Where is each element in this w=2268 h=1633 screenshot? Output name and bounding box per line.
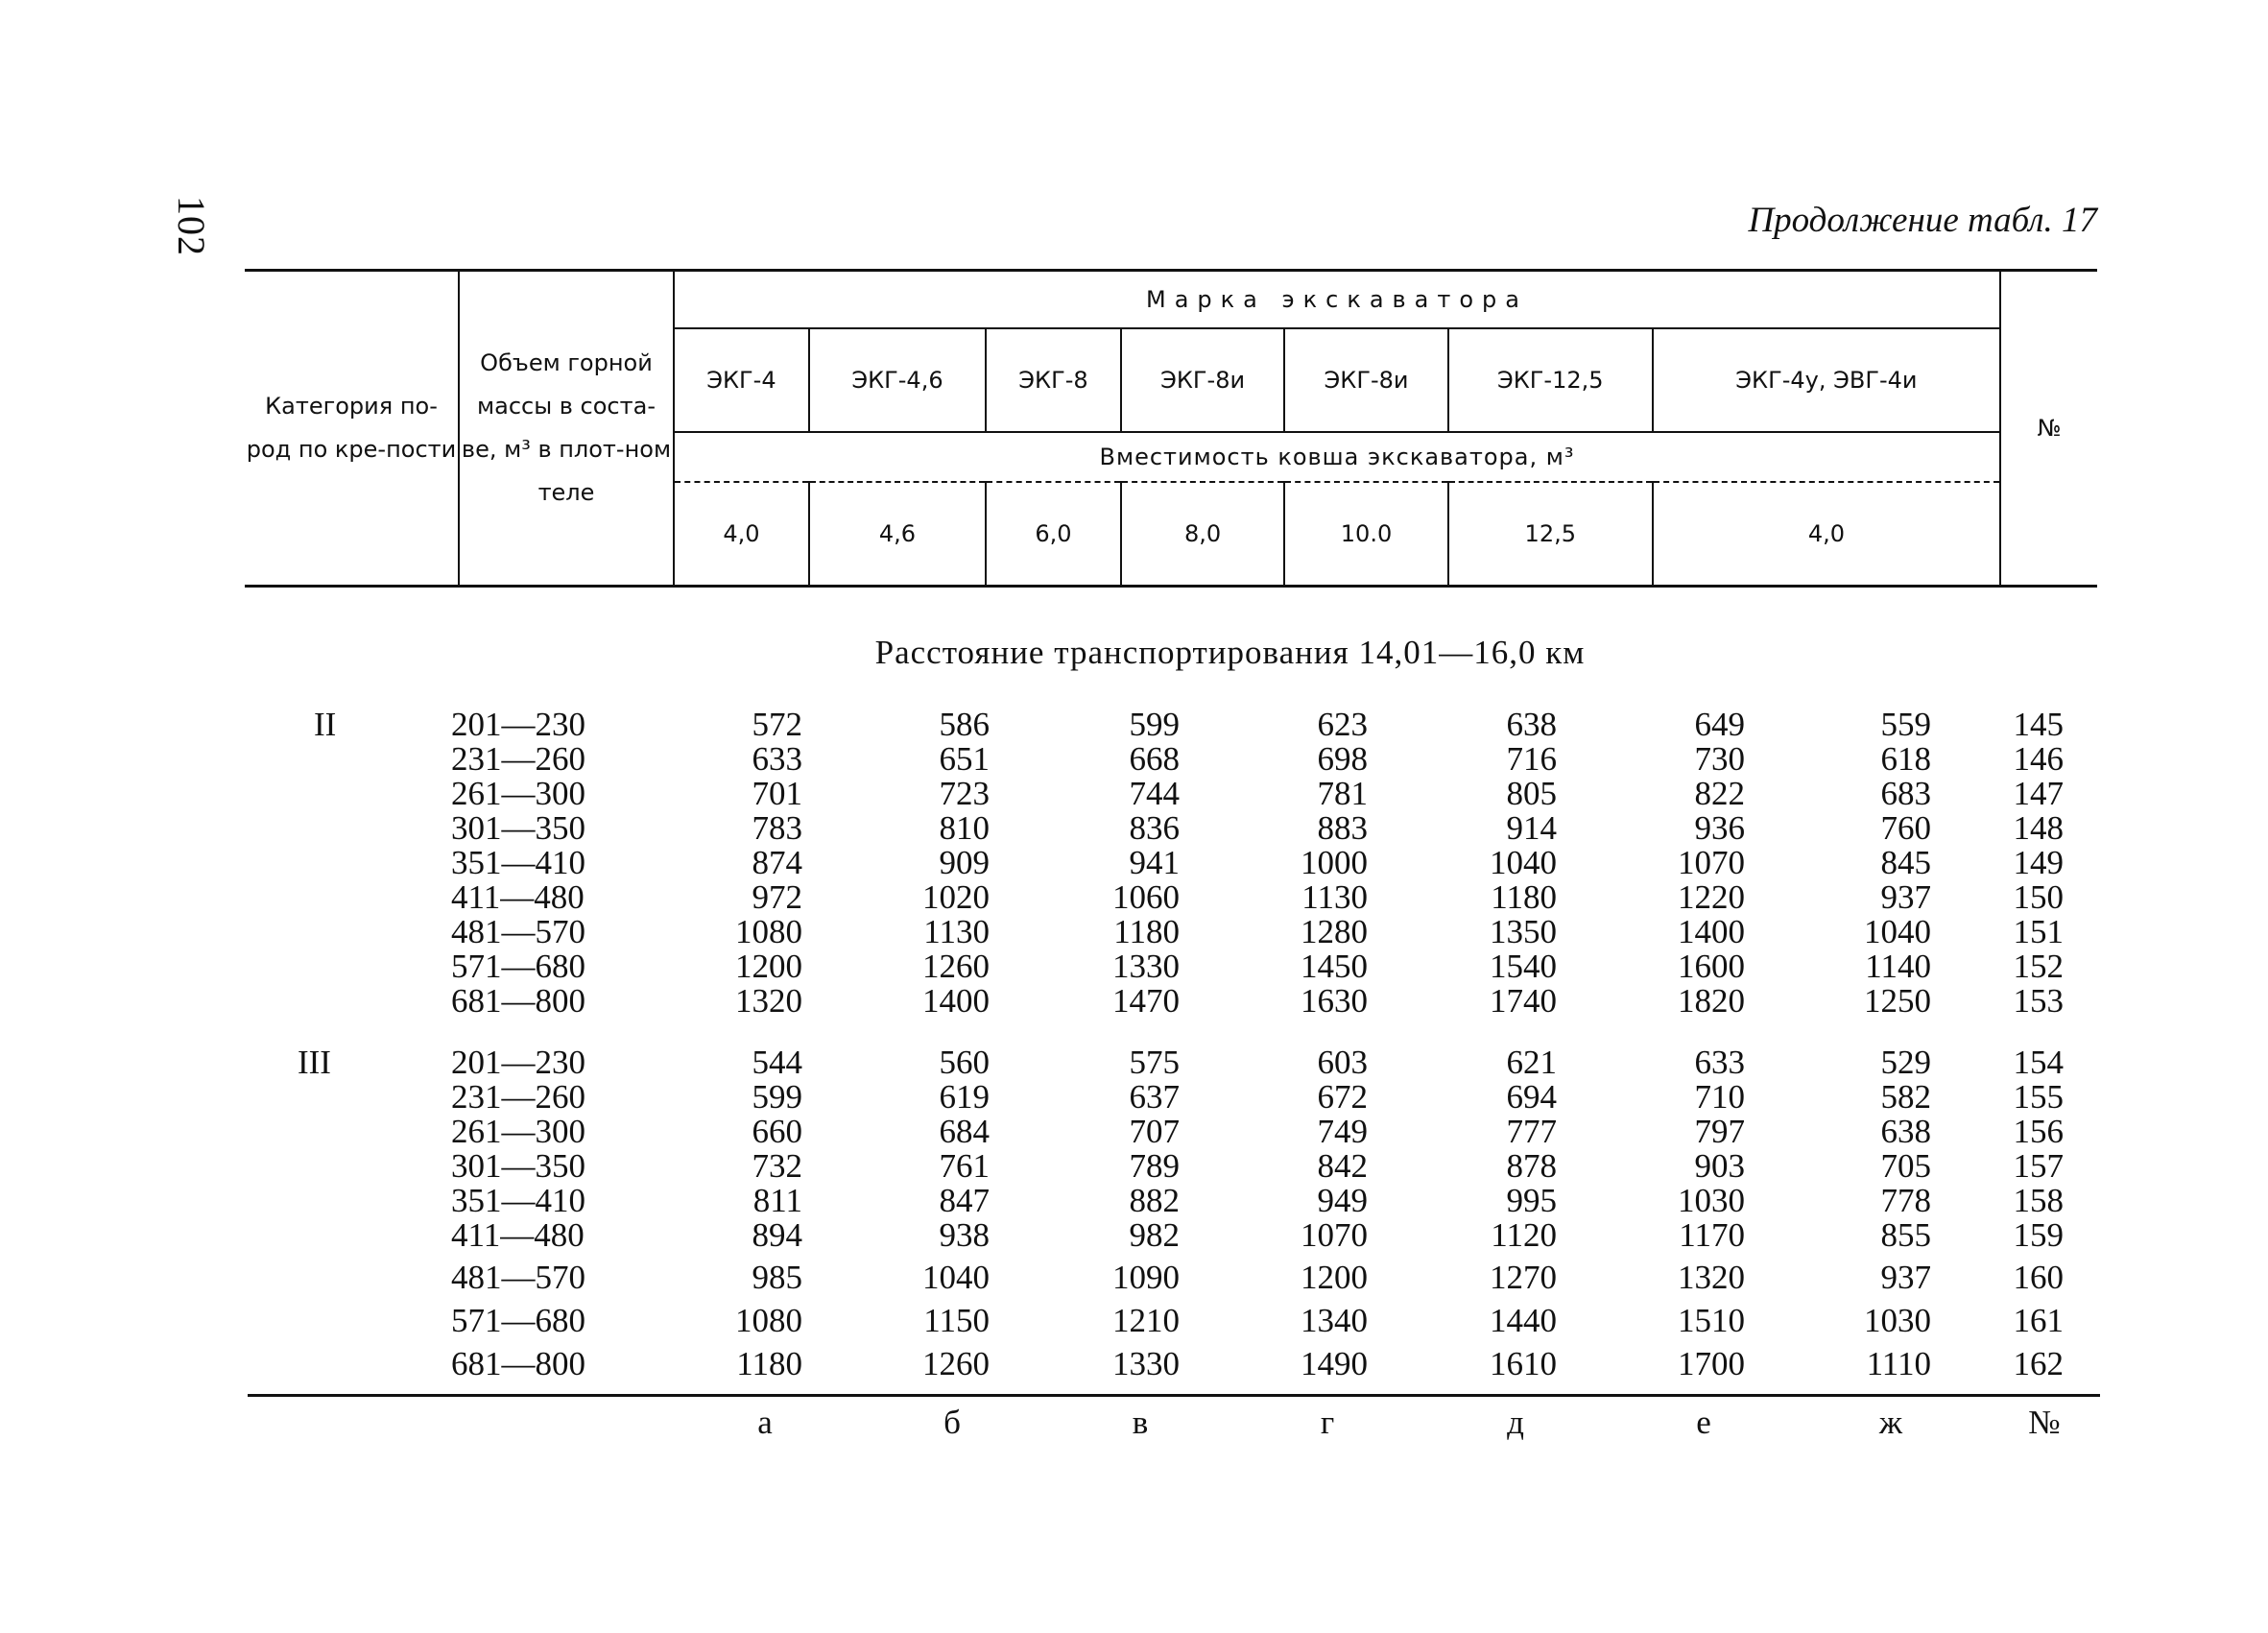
value-cell: 672 xyxy=(1317,1078,1368,1116)
table-header xyxy=(245,269,2097,588)
value-cell: 637 xyxy=(1129,1078,1180,1116)
value-cell: 544 xyxy=(752,1044,802,1081)
value-cell: 1170 xyxy=(1679,1216,1745,1254)
value-cell: 1270 xyxy=(1490,1259,1557,1296)
value-cell: 847 xyxy=(939,1182,990,1219)
brand-header: ЭКГ-4у, ЭВГ-4и xyxy=(1653,328,2000,432)
category-cell: II xyxy=(314,706,337,743)
value-cell: 1320 xyxy=(1678,1259,1745,1296)
value-cell: 683 xyxy=(1880,775,1931,812)
volume-cell: 301—350 xyxy=(451,1147,585,1185)
value-cell: 638 xyxy=(1506,706,1557,743)
bucket-capacity: 8,0 xyxy=(1121,482,1284,587)
bottom-rule xyxy=(248,1394,2100,1397)
value-cell: 1070 xyxy=(1678,844,1745,881)
value-cell: 1470 xyxy=(1112,982,1180,1020)
volume-cell: 261—300 xyxy=(451,1113,585,1150)
table-row xyxy=(0,844,2268,881)
table-row xyxy=(0,1044,2268,1081)
volume-cell: 261—300 xyxy=(451,775,585,812)
bucket-capacity: 6,0 xyxy=(986,482,1121,587)
value-cell: 783 xyxy=(752,809,802,847)
volume-cell: 201—230 xyxy=(451,706,585,743)
brand-header: ЭКГ-8и xyxy=(1121,328,1284,432)
value-cell: 822 xyxy=(1694,775,1745,812)
column-letters-row xyxy=(0,1404,2268,1452)
value-cell: 836 xyxy=(1129,809,1180,847)
value-cell: 705 xyxy=(1880,1147,1931,1185)
volume-cell: 351—410 xyxy=(451,1182,585,1219)
brand-title: Марка экскаватора xyxy=(674,271,2000,329)
value-cell: 529 xyxy=(1880,1044,1931,1081)
value-cell: 937 xyxy=(1880,1259,1931,1296)
value-cell: 845 xyxy=(1880,844,1931,881)
value-cell: 1140 xyxy=(1865,948,1931,985)
volume-cell: 681—800 xyxy=(451,982,585,1020)
value-cell: 1150 xyxy=(923,1302,990,1339)
value-cell: 810 xyxy=(939,809,990,847)
table-row xyxy=(0,1182,2268,1219)
table-row xyxy=(0,706,2268,743)
column-letter: № xyxy=(2028,1404,2061,1441)
column-letter: а xyxy=(757,1404,773,1441)
value-cell: 1200 xyxy=(735,948,802,985)
value-cell: 1820 xyxy=(1678,982,1745,1020)
value-cell: 1040 xyxy=(1490,844,1557,881)
value-cell: 1700 xyxy=(1678,1345,1745,1382)
category-cell: III xyxy=(298,1044,331,1081)
bucket-capacity: 4,0 xyxy=(1653,482,2000,587)
value-cell: 1090 xyxy=(1112,1259,1180,1296)
row-number: 145 xyxy=(2013,706,2064,743)
value-cell: 1070 xyxy=(1301,1216,1368,1254)
table-row xyxy=(0,948,2268,985)
value-cell: 1080 xyxy=(735,913,802,950)
value-cell: 1220 xyxy=(1678,878,1745,916)
row-number: 150 xyxy=(2013,878,2064,916)
value-cell: 586 xyxy=(939,706,990,743)
value-cell: 1110 xyxy=(1866,1345,1931,1382)
value-cell: 684 xyxy=(939,1113,990,1150)
value-cell: 985 xyxy=(752,1259,802,1296)
value-cell: 730 xyxy=(1694,740,1745,778)
value-cell: 914 xyxy=(1506,809,1557,847)
row-number: 153 xyxy=(2013,982,2064,1020)
row-number: 147 xyxy=(2013,775,2064,812)
value-cell: 937 xyxy=(1880,878,1931,916)
brand-header: ЭКГ-8 xyxy=(986,328,1121,432)
column-letter: в xyxy=(1132,1404,1149,1441)
volume-cell: 481—570 xyxy=(451,913,585,950)
value-cell: 694 xyxy=(1506,1078,1557,1116)
value-cell: 633 xyxy=(1694,1044,1745,1081)
number-header: № xyxy=(2000,271,2097,587)
value-cell: 623 xyxy=(1317,706,1368,743)
continuation-label: Продолжение табл. 17 xyxy=(1748,201,2097,240)
volume-cell: 571—680 xyxy=(451,1302,585,1339)
value-cell: 1260 xyxy=(922,948,990,985)
value-cell: 1740 xyxy=(1490,982,1557,1020)
table-row xyxy=(0,878,2268,916)
table-row xyxy=(0,982,2268,1020)
value-cell: 638 xyxy=(1880,1113,1931,1150)
row-number: 160 xyxy=(2013,1259,2064,1296)
row-number: 162 xyxy=(2013,1345,2064,1382)
value-cell: 1280 xyxy=(1301,913,1368,950)
value-cell: 660 xyxy=(752,1113,802,1150)
value-cell: 651 xyxy=(939,740,990,778)
table-row xyxy=(0,1259,2268,1302)
value-cell: 1180 xyxy=(1491,878,1557,916)
volume-cell: 481—570 xyxy=(451,1259,585,1296)
value-cell: 1080 xyxy=(735,1302,802,1339)
value-cell: 582 xyxy=(1880,1078,1931,1116)
value-cell: 1610 xyxy=(1490,1345,1557,1382)
value-cell: 1340 xyxy=(1301,1302,1368,1339)
value-cell: 1000 xyxy=(1301,844,1368,881)
row-number: 156 xyxy=(2013,1113,2064,1150)
value-cell: 698 xyxy=(1317,740,1368,778)
value-cell: 949 xyxy=(1317,1182,1368,1219)
value-cell: 668 xyxy=(1129,740,1180,778)
value-cell: 811 xyxy=(752,1182,802,1219)
value-cell: 1330 xyxy=(1112,948,1180,985)
value-cell: 855 xyxy=(1880,1216,1931,1254)
value-cell: 995 xyxy=(1506,1182,1557,1219)
value-cell: 1260 xyxy=(922,1345,990,1382)
value-cell: 603 xyxy=(1317,1044,1368,1081)
value-cell: 882 xyxy=(1129,1182,1180,1219)
value-cell: 1490 xyxy=(1301,1345,1368,1382)
value-cell: 649 xyxy=(1694,706,1745,743)
table-row xyxy=(0,1113,2268,1150)
volume-cell: 201—230 xyxy=(451,1044,585,1081)
value-cell: 1180 xyxy=(1113,913,1180,950)
table-row xyxy=(0,1147,2268,1185)
value-cell: 909 xyxy=(939,844,990,881)
value-cell: 903 xyxy=(1694,1147,1745,1185)
value-cell: 749 xyxy=(1317,1113,1368,1150)
bucket-capacity: 4,0 xyxy=(674,482,809,587)
value-cell: 797 xyxy=(1694,1113,1745,1150)
row-number: 146 xyxy=(2013,740,2064,778)
value-cell: 619 xyxy=(939,1078,990,1116)
value-cell: 1320 xyxy=(735,982,802,1020)
value-cell: 972 xyxy=(752,878,802,916)
row-number: 155 xyxy=(2013,1078,2064,1116)
volume-cell: 681—800 xyxy=(451,1345,585,1382)
bucket-capacity: 12,5 xyxy=(1448,482,1653,587)
value-cell: 1510 xyxy=(1678,1302,1745,1339)
value-cell: 572 xyxy=(752,706,802,743)
table-row xyxy=(0,1216,2268,1254)
row-number: 157 xyxy=(2013,1147,2064,1185)
value-cell: 941 xyxy=(1129,844,1180,881)
value-cell: 1630 xyxy=(1301,982,1368,1020)
column-letter: ж xyxy=(1878,1404,1903,1441)
value-cell: 618 xyxy=(1880,740,1931,778)
value-cell: 1180 xyxy=(736,1345,802,1382)
value-cell: 732 xyxy=(752,1147,802,1185)
value-cell: 1040 xyxy=(922,1259,990,1296)
value-cell: 1040 xyxy=(1864,913,1931,950)
value-cell: 1030 xyxy=(1864,1302,1931,1339)
value-cell: 575 xyxy=(1129,1044,1180,1081)
value-cell: 982 xyxy=(1129,1216,1180,1254)
value-cell: 1450 xyxy=(1301,948,1368,985)
row-number: 154 xyxy=(2013,1044,2064,1081)
table-row xyxy=(0,809,2268,847)
brand-header: ЭКГ-4 xyxy=(674,328,809,432)
bucket-capacity: 4,6 xyxy=(809,482,986,587)
row-number: 149 xyxy=(2013,844,2064,881)
value-cell: 1060 xyxy=(1112,878,1180,916)
value-cell: 716 xyxy=(1506,740,1557,778)
volume-cell: 571—680 xyxy=(451,948,585,985)
value-cell: 707 xyxy=(1129,1113,1180,1150)
volume-cell: 411—480 xyxy=(451,878,585,916)
value-cell: 1120 xyxy=(1491,1216,1557,1254)
value-cell: 781 xyxy=(1317,775,1368,812)
group-ii xyxy=(0,706,2268,1020)
row-number: 152 xyxy=(2013,948,2064,985)
value-cell: 842 xyxy=(1317,1147,1368,1185)
value-cell: 723 xyxy=(939,775,990,812)
column-letter: д xyxy=(1507,1404,1524,1441)
value-cell: 1130 xyxy=(1301,878,1368,916)
section-title: Расстояние транспортирования 14,01—16,0 км xyxy=(874,634,1586,671)
value-cell: 1440 xyxy=(1490,1302,1557,1339)
row-number: 151 xyxy=(2013,913,2064,950)
value-cell: 744 xyxy=(1129,775,1180,812)
value-cell: 1130 xyxy=(923,913,990,950)
table-row xyxy=(0,1345,2268,1388)
table-row xyxy=(0,913,2268,948)
volume-cell: 351—410 xyxy=(451,844,585,881)
table-row xyxy=(0,1078,2268,1116)
value-cell: 701 xyxy=(752,775,802,812)
value-cell: 938 xyxy=(939,1216,990,1254)
category-header: Категория по-род по кре-пости xyxy=(246,393,457,463)
value-cell: 936 xyxy=(1694,809,1745,847)
value-cell: 710 xyxy=(1694,1078,1745,1116)
value-cell: 1200 xyxy=(1301,1259,1368,1296)
value-cell: 1250 xyxy=(1864,982,1931,1020)
value-cell: 1020 xyxy=(922,878,990,916)
column-letter: б xyxy=(943,1404,961,1441)
value-cell: 560 xyxy=(939,1044,990,1081)
volume-cell: 231—260 xyxy=(451,1078,585,1116)
value-cell: 778 xyxy=(1880,1182,1931,1219)
row-number: 159 xyxy=(2013,1216,2064,1254)
value-cell: 777 xyxy=(1506,1113,1557,1150)
value-cell: 1400 xyxy=(922,982,990,1020)
value-cell: 1330 xyxy=(1112,1345,1180,1382)
value-cell: 1600 xyxy=(1678,948,1745,985)
group-iii xyxy=(0,1044,2268,1388)
row-number: 148 xyxy=(2013,809,2064,847)
value-cell: 894 xyxy=(752,1216,802,1254)
row-number: 158 xyxy=(2013,1182,2064,1219)
value-cell: 1350 xyxy=(1490,913,1557,950)
value-cell: 760 xyxy=(1880,809,1931,847)
value-cell: 633 xyxy=(752,740,802,778)
bucket-title: Вместимость ковша экскаватора, м³ xyxy=(674,432,2000,482)
value-cell: 599 xyxy=(752,1078,802,1116)
value-cell: 883 xyxy=(1317,809,1368,847)
value-cell: 621 xyxy=(1506,1044,1557,1081)
table-row xyxy=(0,740,2268,778)
table-row xyxy=(0,1302,2268,1345)
volume-cell: 231—260 xyxy=(451,740,585,778)
brand-header: ЭКГ-12,5 xyxy=(1448,328,1653,432)
value-cell: 1030 xyxy=(1678,1182,1745,1219)
page-number: 102 xyxy=(170,196,213,256)
value-cell: 1540 xyxy=(1490,948,1557,985)
brand-header: ЭКГ-4,6 xyxy=(809,328,986,432)
value-cell: 805 xyxy=(1506,775,1557,812)
value-cell: 1210 xyxy=(1112,1302,1180,1339)
volume-cell: 411—480 xyxy=(451,1216,585,1254)
volume-cell: 301—350 xyxy=(451,809,585,847)
value-cell: 878 xyxy=(1506,1147,1557,1185)
value-cell: 559 xyxy=(1880,706,1931,743)
value-cell: 789 xyxy=(1129,1147,1180,1185)
row-number: 161 xyxy=(2013,1302,2064,1339)
table-row xyxy=(0,775,2268,812)
value-cell: 599 xyxy=(1129,706,1180,743)
brand-header: ЭКГ-8и xyxy=(1284,328,1447,432)
value-cell: 761 xyxy=(939,1147,990,1185)
column-letter: г xyxy=(1320,1404,1335,1441)
bucket-capacity: 10.0 xyxy=(1284,482,1447,587)
column-letter: е xyxy=(1696,1404,1711,1441)
volume-header: Объем горной массы в соста-ве, м³ в плот-ном теле xyxy=(459,271,674,587)
value-cell: 874 xyxy=(752,844,802,881)
value-cell: 1400 xyxy=(1678,913,1745,950)
